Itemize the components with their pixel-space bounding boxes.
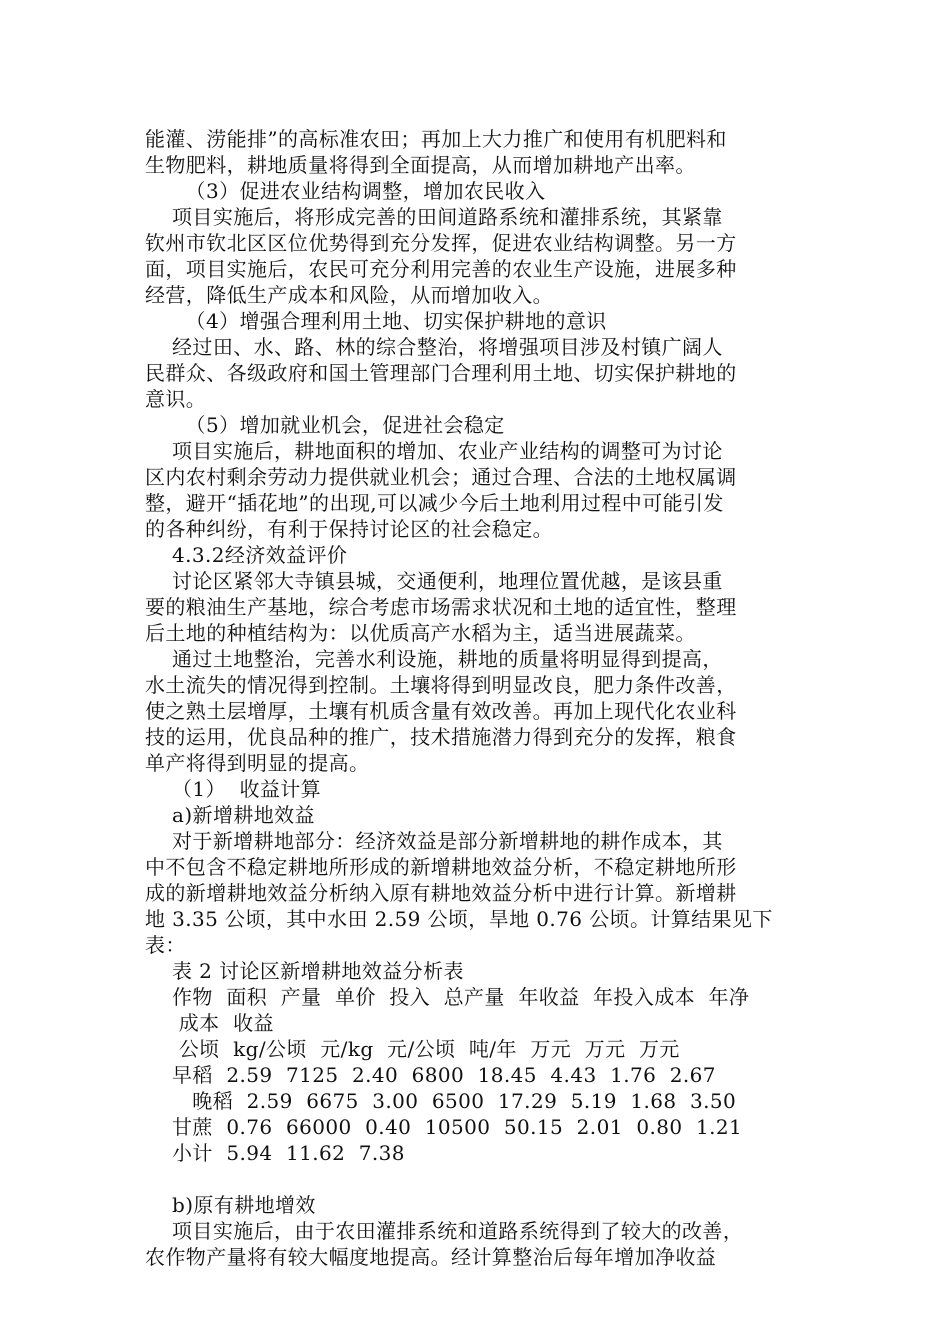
section-heading: b)原有耕地增效	[145, 1193, 316, 1217]
paragraph-line: 项目实施后，耕地面积的增加、农业产业结构的调整可为讨论	[145, 439, 723, 463]
paragraph-line: 中不包含不稳定耕地所形成的新增耕地效益分析，不稳定耕地所形	[145, 855, 737, 879]
paragraph-line: 整，避开“插花地”的出现,可以减少今后土地利用过程中可能引发	[145, 491, 724, 515]
paragraph-line: 区内农村剩余劳动力提供就业机会；通过合理、合法的土地权属调	[145, 465, 737, 489]
table-header-row: 成本 收益	[145, 1011, 274, 1035]
paragraph-line: 后土地的种植结构为：以优质高产水稻为主，适当进展蔬菜。	[145, 621, 696, 645]
paragraph-line: 经过田、水、路、林的综合整治，将增强项目涉及村镇广阔人	[145, 335, 723, 359]
table-row: 早稻 2.59 7125 2.40 6800 18.45 4.43 1.76 2.67	[145, 1063, 716, 1087]
paragraph-line: 单产将得到明显的提高。	[145, 751, 370, 775]
table-row: 晚稻 2.59 6675 3.00 6500 17.29 5.19 1.68 3.50	[145, 1089, 737, 1113]
section-heading: （3）促进农业结构调整，增加农民收入	[145, 179, 546, 203]
paragraph-line: 项目实施后，由于农田灌排系统和道路系统得到了较大的改善，	[145, 1219, 744, 1243]
section-heading: 4.3.2经济效益评价	[145, 543, 348, 567]
paragraph-line: 面，项目实施后，农民可充分利用完善的农业生产设施，进展多种	[145, 257, 737, 281]
paragraph-line: 生物肥料，耕地质量将得到全面提高，从而增加耕地产出率。	[145, 153, 696, 177]
paragraph-line: 意识。	[145, 387, 207, 411]
paragraph-line: 农作物产量将有较大幅度地提高。经计算整治后每年增加净收益	[145, 1245, 717, 1269]
paragraph-line: 讨论区紧邻大寺镇县城，交通便利，地理位置优越，是该县重	[145, 569, 723, 593]
paragraph-line: 技的运用，优良品种的推广，技术措施潜力得到充分的发挥，粮食	[145, 725, 737, 749]
paragraph-line: 通过土地整治，完善水利设施，耕地的质量将明显得到提高，	[145, 647, 723, 671]
table-caption: 表 2 讨论区新增耕地效益分析表	[145, 959, 464, 983]
paragraph-line: 表：	[145, 933, 186, 957]
table-row: 甘蔗 0.76 66000 0.40 10500 50.15 2.01 0.80 1.21	[145, 1115, 743, 1139]
paragraph-line: 的各种纠纷，有利于保持讨论区的社会稳定。	[145, 517, 553, 541]
paragraph-line: 能灌、涝能排”的高标准农田；再加上大力推广和使用有机肥料和	[145, 127, 727, 151]
section-heading: （1） 收益计算	[145, 777, 322, 801]
section-heading: （5）增加就业机会，促进社会稳定	[145, 413, 505, 437]
paragraph-line: 要的粮油生产基地，综合考虑市场需求状况和土地的适宜性，整理	[145, 595, 737, 619]
paragraph-line: 水土流失的情况得到控制。土壤将得到明显改良，肥力条件改善，	[145, 673, 737, 697]
paragraph-line: 钦州市钦北区区位优势得到充分发挥，促进农业结构调整。另一方	[145, 231, 737, 255]
paragraph-line: 经营，降低生产成本和风险，从而增加收入。	[145, 283, 553, 307]
table-header-row: 作物 面积 产量 单价 投入 总产量 年收益 年投入成本 年净	[145, 985, 750, 1009]
paragraph-line: 对于新增耕地部分：经济效益是部分新增耕地的耕作成本，其	[145, 829, 723, 853]
table-unit-row: 公顷 kg/公顷 元/kg 元/公顷 吨/年 万元 万元 万元	[145, 1037, 680, 1061]
section-heading: a)新增耕地效益	[145, 803, 315, 827]
table-total-row: 小计 5.94 11.62 7.38	[145, 1141, 405, 1165]
paragraph-line: 地 3.35 公顷，其中水田 2.59 公顷，旱地 0.76 公顷。计算结果见下	[145, 907, 773, 931]
paragraph-line: 项目实施后，将形成完善的田间道路系统和灌排系统，其紧靠	[145, 205, 723, 229]
section-heading: （4）增强合理利用土地、切实保护耕地的意识	[145, 309, 607, 333]
paragraph-line: 民群众、各级政府和国土管理部门合理利用土地、切实保护耕地的	[145, 361, 737, 385]
paragraph-line: 成的新增耕地效益分析纳入原有耕地效益分析中进行计算。新增耕	[145, 881, 737, 905]
paragraph-line: 使之熟土层增厚，土壤有机质含量有效改善。再加上现代化农业科	[145, 699, 737, 723]
